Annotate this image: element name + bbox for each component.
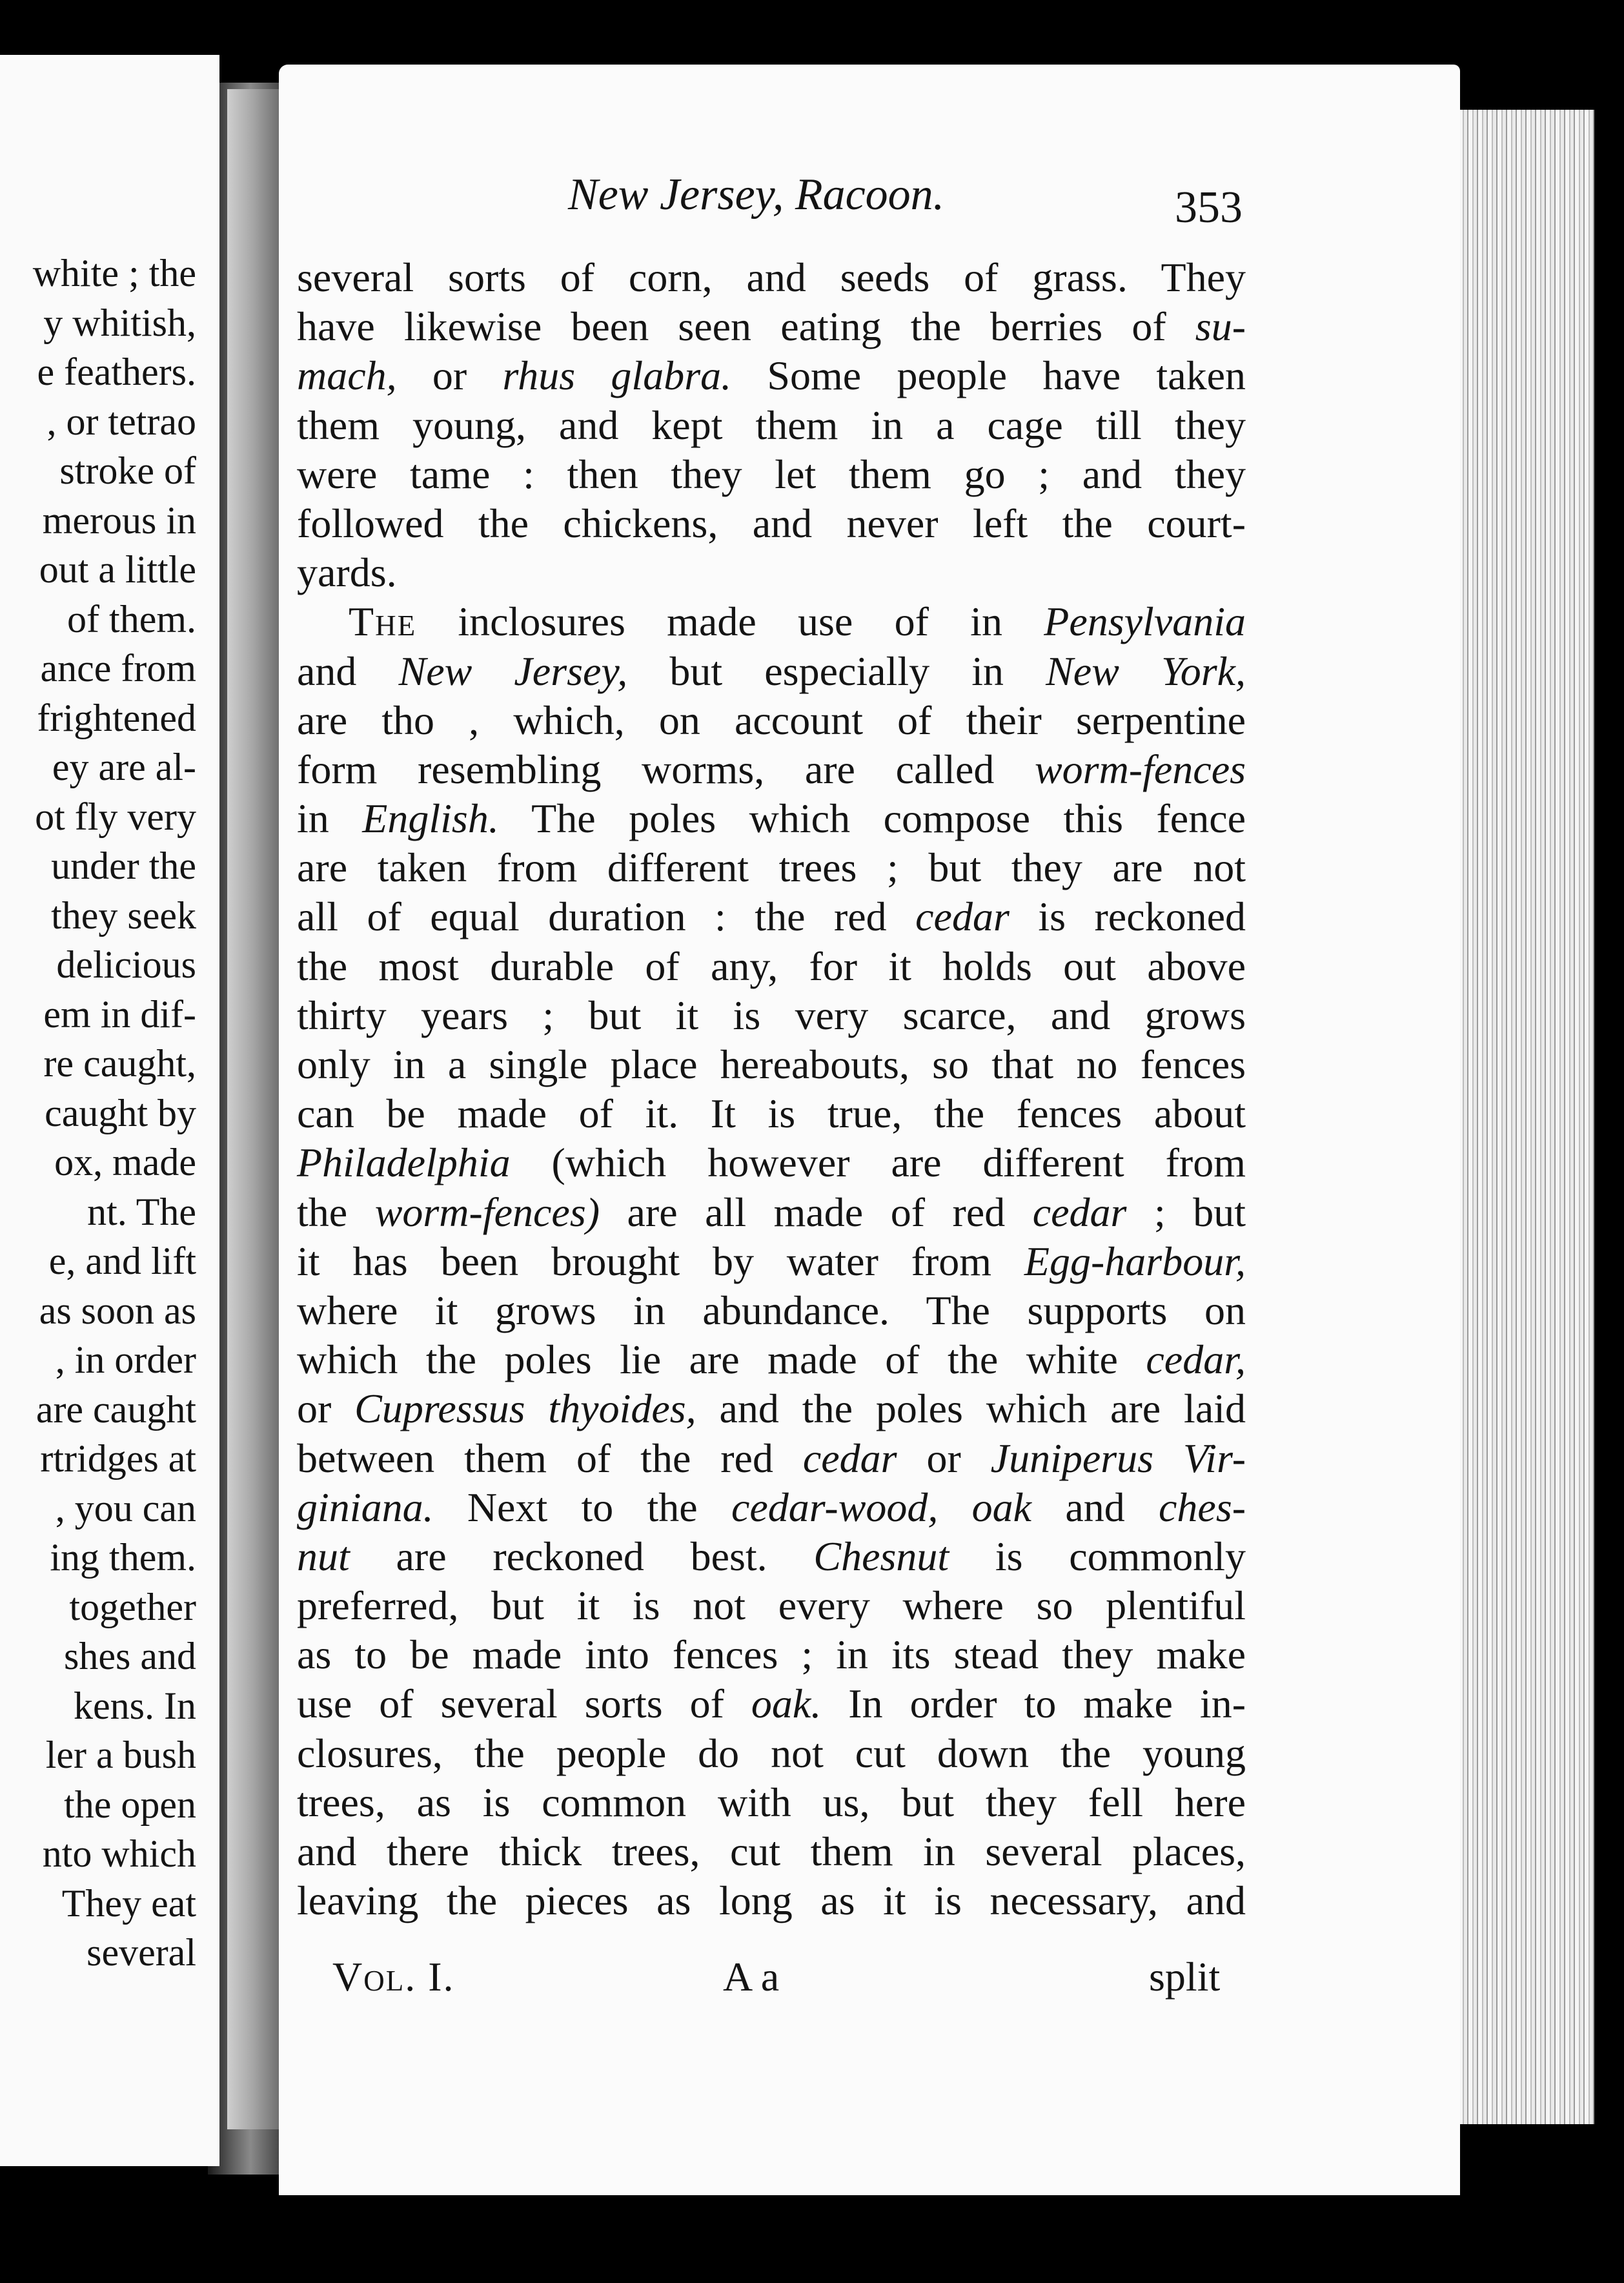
facing-page-line: several <box>86 1931 196 1974</box>
facing-page-line: merous in <box>42 498 196 542</box>
text-line: trees, as is common with us, but they fell here <box>297 1779 1246 1825</box>
text-line: thirty years ; but it is very scarce, and grows <box>297 992 1246 1038</box>
text-line: mach, or rhus glabra. Some people have taken <box>297 353 1246 399</box>
facing-page-line: of them. <box>67 597 196 640</box>
facing-page-line: stroke of <box>59 449 196 492</box>
text-line: can be made of it. It is true, the fences about <box>297 1090 1246 1137</box>
paragraph-start-line: The inclosures made use of in Pensylvania <box>349 599 1246 645</box>
text-line: between them of the red cedar or Juniperus Vir- <box>297 1435 1246 1481</box>
facing-page-line: e feathers. <box>37 351 196 393</box>
facing-page-line: kens. In <box>74 1684 196 1727</box>
facing-page-line: re caught, <box>43 1042 196 1085</box>
facing-page-line: , or tetrao <box>46 400 196 443</box>
facing-page-line: delicious <box>56 943 196 986</box>
facing-page-line: shes and <box>64 1635 196 1677</box>
facing-page-line: nt. The <box>87 1190 196 1233</box>
text-line: are tho , which, on account of their serpentine <box>297 697 1246 743</box>
facing-page-line: ox, made <box>54 1141 196 1183</box>
facing-page-line: they seek <box>51 894 196 937</box>
facing-page-line: as soon as <box>39 1289 196 1332</box>
facing-page-line: ance from <box>40 647 196 690</box>
facing-page-line: em in dif- <box>43 992 196 1036</box>
text-line: several sorts of corn, and seeds of grass. They <box>297 254 1246 300</box>
page-edges-stack <box>1439 110 1594 2124</box>
facing-page-line: are caught <box>36 1387 196 1431</box>
text-line: only in a single place hereabouts, so that no fences <box>297 1041 1246 1087</box>
facing-page-line: out a little <box>39 548 196 591</box>
facing-page-line: together <box>69 1585 196 1628</box>
volume-mark: Vol. I. <box>332 1954 455 2000</box>
text-line: use of several sorts of oak. In order to make in- <box>297 1681 1246 1727</box>
facing-page-line: ot fly very <box>35 795 196 838</box>
book-gutter-curve <box>227 89 279 2129</box>
text-line: Philadelphia (which however are different from <box>297 1140 1246 1186</box>
facing-page-line: the open <box>64 1783 196 1826</box>
text-line: where it grows in abundance. The supports on <box>297 1287 1246 1333</box>
facing-page-line: , in order <box>55 1338 196 1381</box>
text-line: are taken from different trees ; but they are not <box>297 845 1246 891</box>
text-line: them young, and kept them in a cage till they <box>297 402 1246 448</box>
body-text <box>297 253 1246 1925</box>
facing-page-line: They eat <box>61 1881 196 1925</box>
text-line: leaving the pieces as long as it is necessary, and <box>297 1878 1246 1924</box>
text-line: form resembling worms, are called worm-fences <box>297 746 1246 792</box>
facing-page-line: e, and lift <box>48 1240 196 1282</box>
text-line: followed the chickens, and never left the court- <box>297 500 1246 546</box>
facing-page-line: white ; the <box>32 252 196 294</box>
facing-page-line: frightened <box>37 696 196 739</box>
page-number: 353 <box>1175 183 1243 232</box>
text-line: in English. The poles which compose this fence <box>297 795 1246 842</box>
facing-page-line: ing them. <box>50 1536 196 1579</box>
facing-page-line: under the <box>51 845 196 887</box>
facing-page-line: nto which <box>42 1832 196 1875</box>
text-line: the worm-fences) are all made of red cedar ; but <box>297 1189 1246 1235</box>
facing-page-line: y whitish, <box>43 301 196 344</box>
catchword: split <box>1149 1954 1221 2000</box>
text-line: closures, the people do not cut down the young <box>297 1730 1246 1776</box>
facing-page-left <box>0 55 219 2166</box>
text-line: yards. <box>297 549 397 596</box>
text-line: were tame : then they let them go ; and they <box>297 451 1246 497</box>
facing-page-line: , you can <box>55 1486 196 1530</box>
facing-page-line: caught by <box>45 1091 196 1134</box>
text-line: the most durable of any, for it holds out above <box>297 943 1246 989</box>
facing-page-line: ler a bush <box>45 1734 196 1776</box>
text-line: preferred, but it is not every where so plentiful <box>297 1582 1246 1629</box>
text-line: all of equal duration : the red cedar is reckoned <box>297 894 1246 940</box>
running-head: New Jersey, Racoon. <box>568 170 945 220</box>
text-line: and there thick trees, cut them in several places, <box>297 1828 1246 1874</box>
text-line: giniana. Next to the cedar-wood, oak and ches- <box>297 1484 1246 1530</box>
text-line: have likewise been seen eating the berries of su- <box>297 303 1246 350</box>
text-line: it has been brought by water from Egg-harbour, <box>297 1238 1246 1284</box>
text-line: nut are reckoned best. Chesnut is commonly <box>297 1533 1246 1579</box>
facing-page-line: rtridges at <box>40 1437 196 1480</box>
text-line: which the poles lie are made of the white cedar, <box>297 1336 1246 1383</box>
text-line: as to be made into fences ; in its stead they make <box>297 1632 1246 1678</box>
facing-page-line: ey are al- <box>52 746 196 788</box>
facing-page-text <box>33 249 196 1978</box>
text-line: and New Jersey, but especially in New York, <box>297 648 1246 694</box>
signature-mark: A a <box>723 1954 780 2000</box>
text-line: or Cupressus thyoides, and the poles which are laid <box>297 1386 1246 1432</box>
